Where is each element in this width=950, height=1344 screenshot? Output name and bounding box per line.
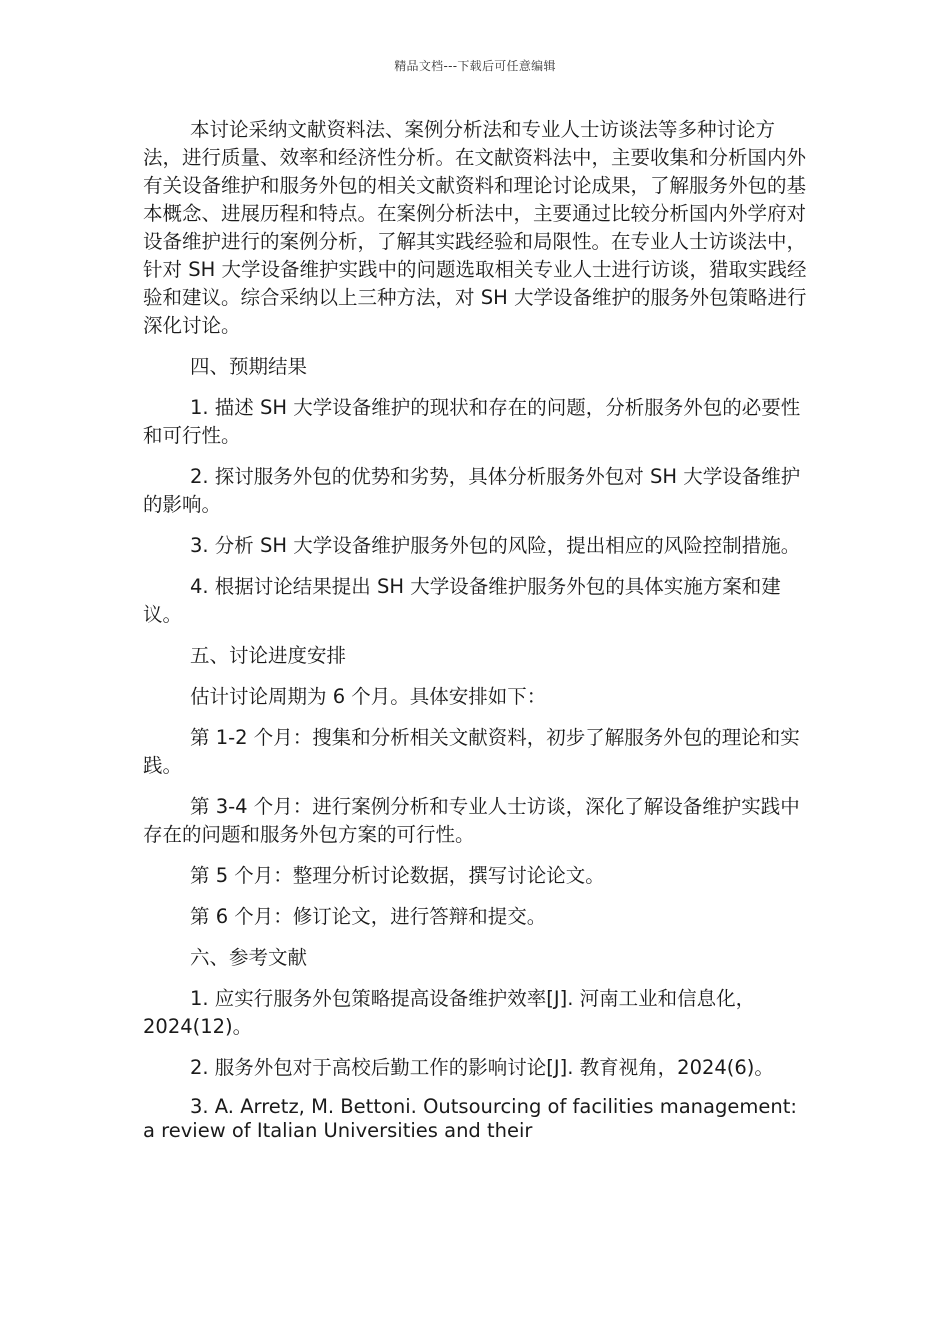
intro-paragraph: 本讨论采纳文献资料法、案例分析法和专业人士访谈法等多种讨论方法，进行质量、效率和经济性分析。在文献资料法中，主要收集和分析国内外有关设备维护和服务外包的相关文献资料和理论讨论成果，了解服务外包的基本概念、进展历程和特点。在案例分析法中，主要通过比较分析国内外学府对设备维护进行的案例分析，了解其实践经验和局限性。在专业人士访谈法中，针对 SH 大学设备维护实践中的问题选取相关专业人士进行访谈，猎取实践经验和建议。综合采纳以上三种方法，对 SH 大学设备维护的服务外包策略进行深化讨论。 [143, 118, 807, 337]
document-body [143, 116, 810, 1143]
page-header: 精品文档---下载后可任意编辑 [394, 59, 556, 73]
schedule-item: 第 5 个月：整理分析讨论数据，撰写讨论论文。 [190, 864, 605, 887]
section-heading-references: 六、参考文献 [190, 946, 308, 969]
reference-item: 2. 服务外包对于高校后勤工作的影响讨论[J]. 教育视角，2024(6)。 [190, 1056, 774, 1079]
expected-result-item: 4. 根据讨论结果提出 SH 大学设备维护服务外包的具体实施方案和建议。 [143, 575, 781, 626]
schedule-item: 第 3-4 个月：进行案例分析和专业人士访谈，深化了解设备维护实践中存在的问题和服务外包方案的可行性。 [143, 795, 800, 846]
expected-result-item: 3. 分析 SH 大学设备维护服务外包的风险，提出相应的风险控制措施。 [190, 534, 801, 557]
reference-item: 1. 应实行服务外包策略提高设备维护效率[J]. 河南工业和信息化，2024(12)。 [143, 987, 756, 1038]
reference-item: 3. A. Arretz, M. Bettoni. Outsourcing of facilities management: a review of Italian Universities and their [143, 1095, 797, 1142]
section-heading-expected-results: 四、预期结果 [190, 355, 308, 378]
expected-result-item: 2. 探讨服务外包的优势和劣势，具体分析服务外包对 SH 大学设备维护的影响。 [143, 465, 801, 516]
schedule-item: 第 1-2 个月：搜集和分析相关文献资料，初步了解服务外包的理论和实践。 [143, 726, 800, 777]
expected-result-item: 1. 描述 SH 大学设备维护的现状和存在的问题，分析服务外包的必要性和可行性。 [143, 396, 801, 447]
section-heading-schedule: 五、讨论进度安排 [190, 644, 347, 667]
schedule-intro: 估计讨论周期为 6 个月。具体安排如下： [190, 685, 547, 708]
schedule-item: 第 6 个月：修订论文，进行答辩和提交。 [190, 905, 547, 928]
